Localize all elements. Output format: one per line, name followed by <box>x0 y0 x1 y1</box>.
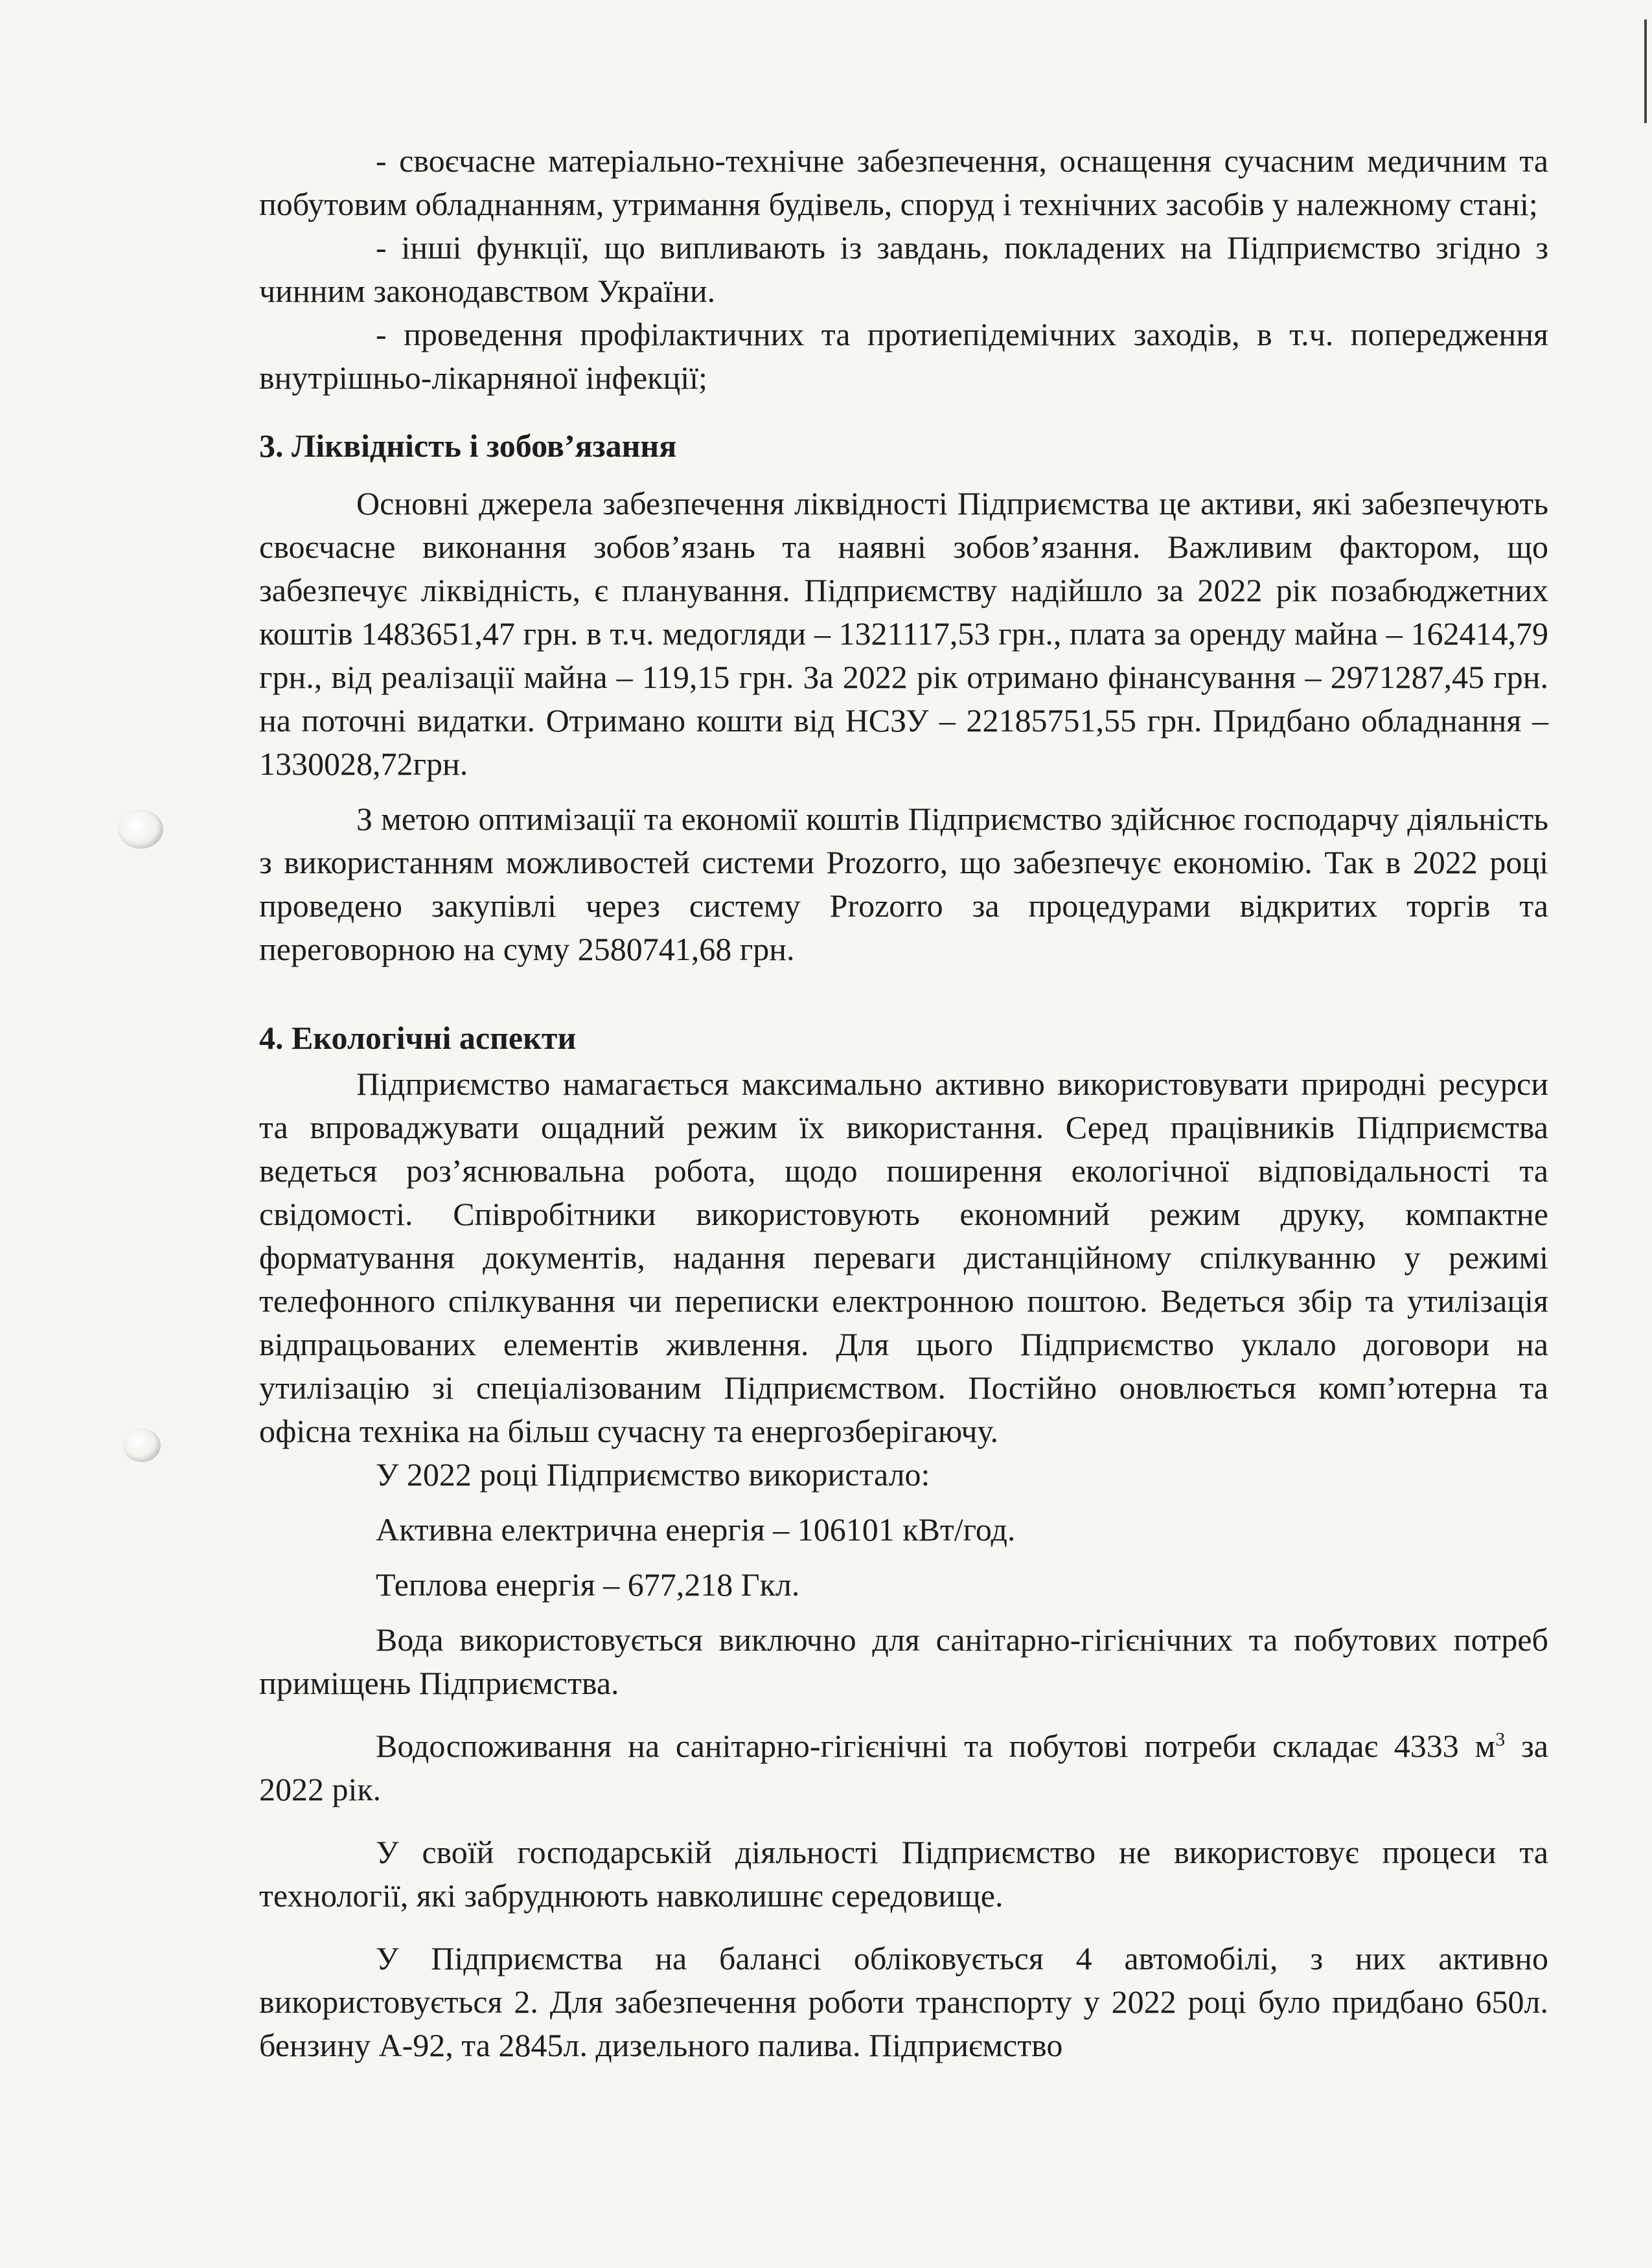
section-4-ecology-paragraph: Підприємство намагається максимально активно використовувати природні ресурси та впроваджувати ощадний режим їх використання. Серед працівників Підприємства ведеться роз’яснювальна робота, щодо поширення екологічної відповідальності та свідомості. Співробітники використовують економний режим друку, компактне форматування документів, надання переваги дистанційному спілкуванню у режимі телефонного спілкування чи переписки електронною поштою. Ведеться збір та утилізація відпрацьованих елементів живлення. Для цього Підприємство уклало договори на утилізацію зі спеціалізованим Підприємством. Постійно оновлюється комп’ютерна та офісна техніка на більш сучасну та енергозберігаючу. <box>259 1066 1548 1449</box>
vehicles-paragraph: У Підприємства на балансі обліковується 4 автомобілі, з них активно використовується 2. Для забезпечення роботи транспорту у 2022 році було придбано 650л. бензину А-92, та 2845л. дизельного палива. Підприємство <box>259 1940 1548 2063</box>
cubic-superscript: 3 <box>1495 1728 1506 1750</box>
document-body <box>259 139 1548 2067</box>
section-3-liquidity-paragraph: Основні джерела забезпечення ліквідності Підприємства це активи, які забезпечують своєчасне виконання зобов’язань та наявні зобов’язання. Важливим фактором, що забезпечує ліквідність, є планування. Підприємству надійшло за 2022 рік позабюджетних коштів 1483651,47 грн. в т.ч. медогляди – 1321117,53 грн., плата за оренду майна – 162414,79 грн., від реалізації майна – 119,15 грн. За 2022 рік отримано фінансування – 2971287,45 грн. на поточні видатки. Отримано кошти від НСЗУ – 22185751,55 грн. Придбано обладнання – 1330028,72грн. <box>259 485 1548 782</box>
section-3-heading: 3. Ліквідність і зобов’язання <box>259 428 677 464</box>
usage-intro: У 2022 році Підприємство використало: <box>376 1456 930 1493</box>
heat-usage: Теплова енергія – 677,218 Гкл. <box>376 1566 800 1603</box>
scan-edge-mark <box>1625 19 1647 123</box>
water-usage-paragraph: Вода використовується виключно для санітарно-гігієнічних та побутових потреб приміщень Підприємства. <box>259 1621 1548 1701</box>
duty-item-prevention: - проведення профілактичних та протиепідемічних заходів, в т.ч. попередження внутрішньо-лікарняної інфекції; <box>259 316 1548 396</box>
duty-item-logistics: - своєчасне матеріально-технічне забезпечення, оснащення сучасним медичним та побутовим обладнанням, утримання будівель, споруд і технічних засобів у належному стані; <box>259 143 1548 222</box>
no-pollution-paragraph: У своїй господарській діяльності Підприємство не використовує процеси та технології, які забруднюють навколишнє середовище. <box>259 1834 1548 1914</box>
duty-item-other-functions: - інші функції, що випливають із завдань, покладених на Підприємство згідно з чинним законодавством України. <box>259 229 1548 309</box>
punch-hole-upper <box>118 810 163 849</box>
punch-hole-lower <box>123 1428 161 1462</box>
water-consumption-period: за 2022 рік. <box>259 1728 1548 1807</box>
section-4-heading: 4. Екологічні аспекти <box>259 1020 577 1056</box>
water-consumption-paragraph <box>259 1724 1548 1811</box>
water-consumption-text: Водоспоживання на санітарно-гігієнічні та побутові потреби складає 4333 м <box>376 1728 1496 1764</box>
section-3-prozorro-paragraph: З метою оптимізації та економії коштів Підприємство здійснює господарчу діяльність з використанням можливостей системи Prozorro, що забезпечує економію. Так в 2022 році проведено закупівлі через систему Prozorro за процедурами відкритих торгів та переговорною на суму 2580741,68 грн. <box>259 801 1548 967</box>
electricity-usage: Активна електрична енергія – 106101 кВт/год. <box>376 1511 1016 1548</box>
